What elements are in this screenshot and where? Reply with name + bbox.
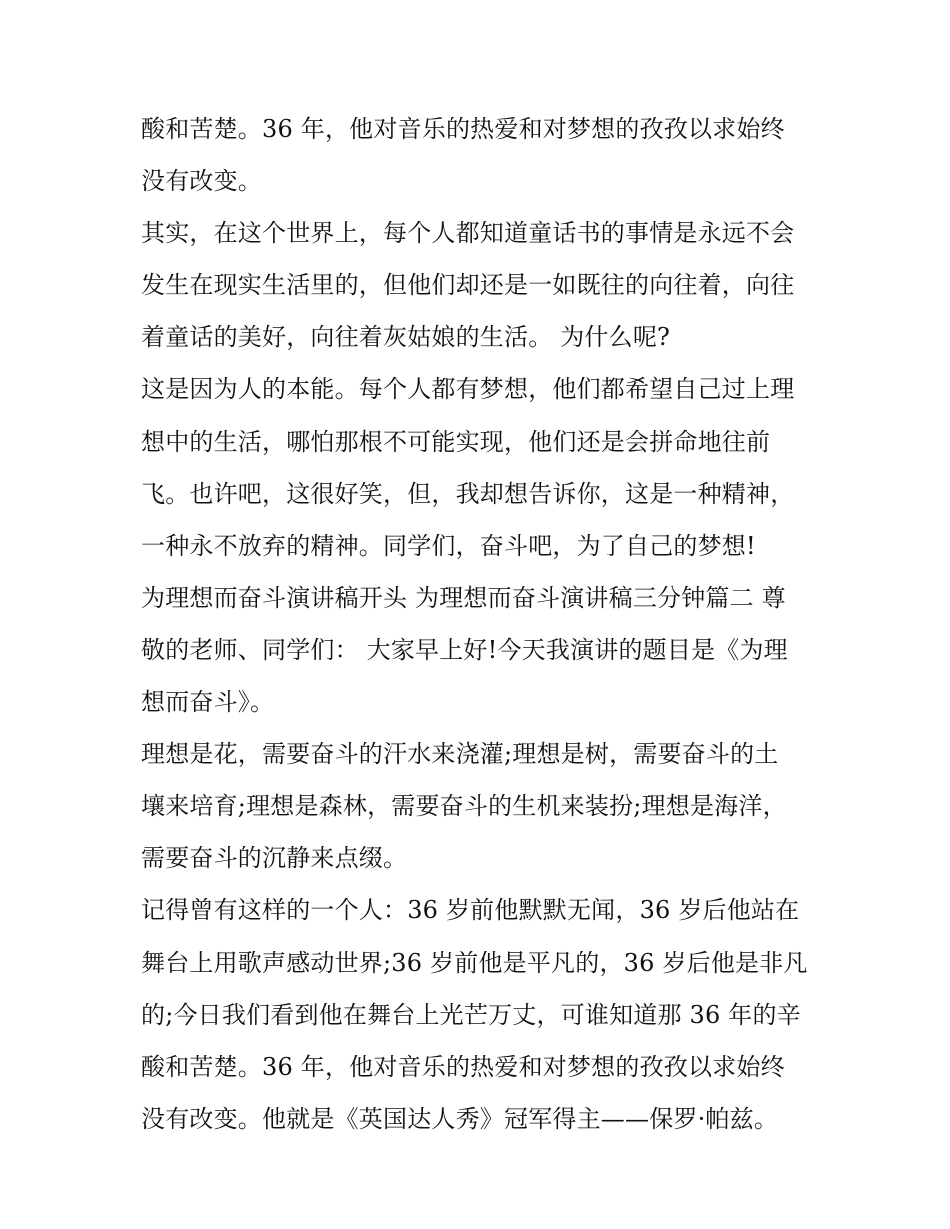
text-line: 为理想而奋斗演讲稿开头 为理想而奋斗演讲稿三分钟篇二 尊 xyxy=(141,583,786,612)
text-line: 发生在现实生活里的，但他们却还是一如既往的向往着，向往 xyxy=(141,271,795,300)
text-line: 酸和苦楚。36 年，他对音乐的热爱和对梦想的孜孜以求始终 xyxy=(141,1052,785,1081)
text-line: 一种永不放弃的精神。同学们，奋斗吧，为了自己的梦想! xyxy=(141,531,756,560)
text-line: 酸和苦楚。36 年，他对音乐的热爱和对梦想的孜孜以求始终 xyxy=(141,115,785,143)
text-line: 想中的生活，哪怕那根不可能实现，他们还是会拼命地往前 xyxy=(141,427,771,456)
text-line: 想而奋斗》。 xyxy=(141,688,275,717)
text-line: 着童话的美好，向往着灰姑娘的生活。 为什么呢? xyxy=(141,323,671,352)
text-line: 其实，在这个世界上，每个人都知道童话书的事情是永远不会 xyxy=(141,219,795,248)
body-text xyxy=(141,107,821,1149)
text-line: 飞。也许吧，这很好笑，但，我却想告诉你，这是一种精神， xyxy=(141,479,795,508)
text-line: 记得曾有这样的一个人：36 岁前他默默无闻，36 岁后他站在 xyxy=(141,896,800,925)
text-line: 的;今日我们看到他在舞台上光芒万丈，可谁知道那 36 年的辛 xyxy=(141,1000,801,1029)
text-line: 理想是花，需要奋斗的汗水来浇灌;理想是树，需要奋斗的土 xyxy=(141,740,779,769)
text-line: 没有改变。他就是《英国达人秀》冠军得主——保罗·帕兹。 xyxy=(141,1104,779,1133)
text-line: 需要奋斗的沉静来点缀。 xyxy=(141,844,408,873)
text-line: 这是因为人的本能。每个人都有梦想，他们都希望自己过上理 xyxy=(141,375,795,404)
text-line: 没有改变。 xyxy=(141,167,262,196)
text-line: 敬的老师、同学们： 大家早上好!今天我演讲的题目是《为理 xyxy=(141,635,788,664)
text-line: 壤来培育;理想是森林，需要奋斗的生机来装扮;理想是海洋， xyxy=(141,792,787,821)
text-line: 舞台上用歌声感动世界;36 岁前他是平凡的，36 岁后他是非凡 xyxy=(141,948,808,977)
